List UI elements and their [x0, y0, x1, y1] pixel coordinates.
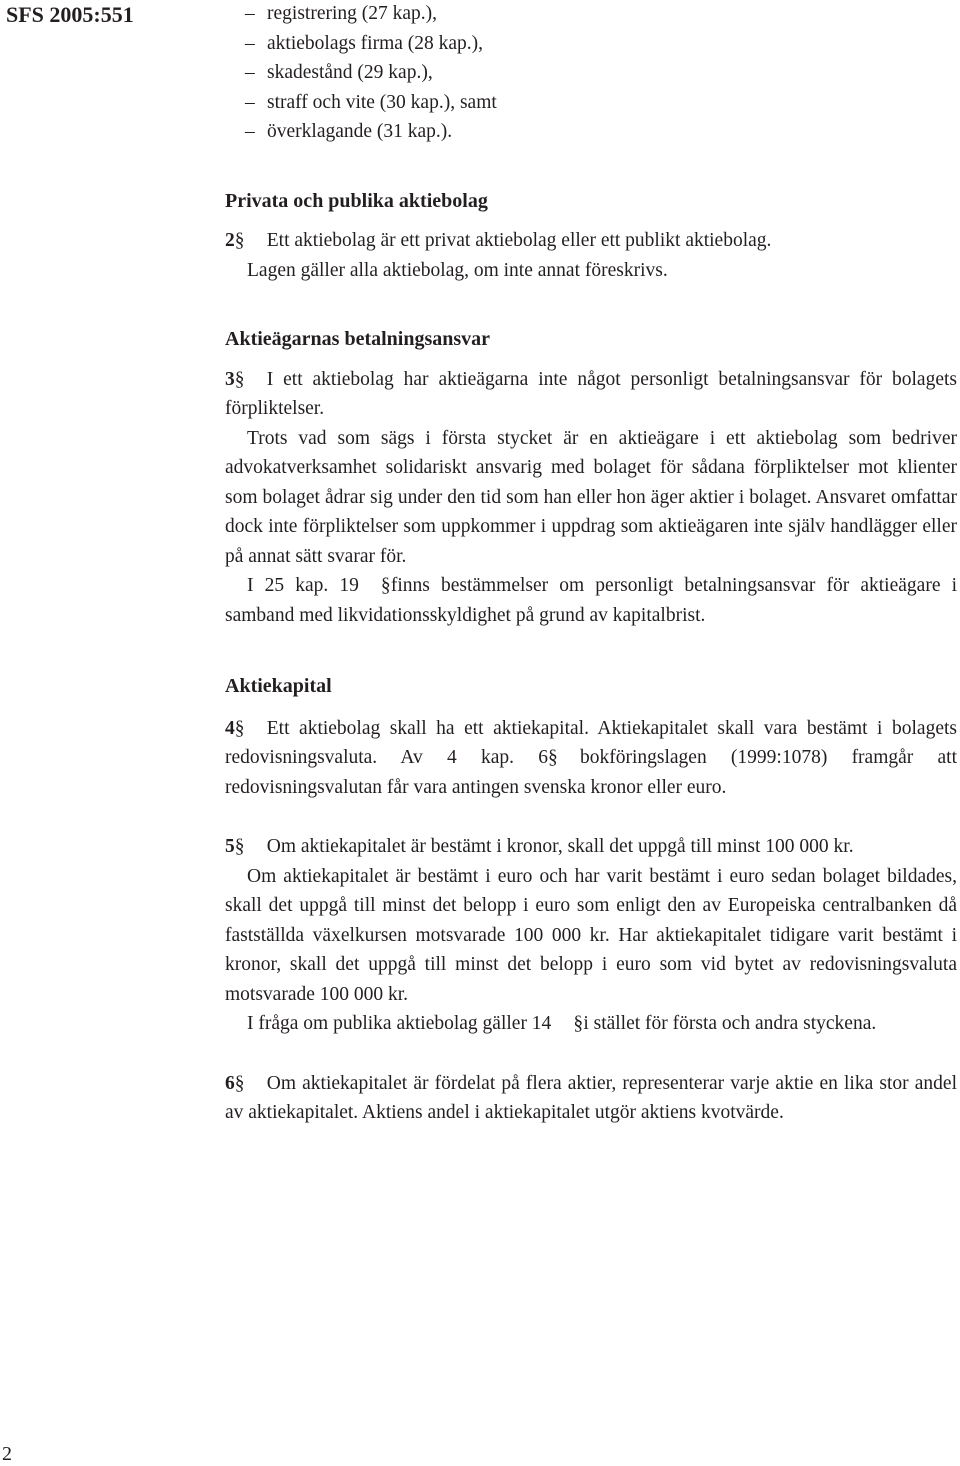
sfs-number: SFS 2005:551: [6, 2, 134, 27]
paragraph-text-part: I 25 kap. 19: [247, 575, 359, 596]
section-5: [225, 832, 957, 862]
paragraph-text-part: Ett aktiebolag skall ha ett aktiekapital. Aktiekapitalet skall vara bestämt i bolagets redovisningsvaluta. Av 4 kap. 6: [225, 717, 957, 768]
paragraph-text: Om aktiekapitalet är bestämt i euro och har varit bestämt i euro sedan bolaget bildades, skall det uppgå till minst det belopp i euro som enligt den av Europeiska centralbanken då fastställda växelkursen motsvarade 100 000 kr. Har aktiekapitalet tidigare varit bestämt i kronor, skall det uppgå till minst det belopp i euro som vid bytet av redovisningsvaluta motsvarade 100 000 kr.: [225, 865, 957, 1005]
section-6: [225, 1069, 957, 1128]
list-item: – överklagande (31 kap.).: [225, 117, 957, 147]
paragraph-text: [225, 571, 957, 630]
section-number: 2: [225, 230, 235, 251]
section-number: 4: [225, 717, 235, 739]
paragraph-sign: §: [234, 836, 245, 857]
paragraph-text: [225, 1009, 957, 1039]
list-item: – aktiebolags firma (28 kap.),: [225, 29, 957, 59]
list-item: – straff och vite (30 kap.), samt: [225, 88, 957, 118]
paragraph-sign: §: [547, 747, 558, 768]
paragraph-sign: §: [234, 1072, 245, 1094]
paragraph-text-part: I fråga om publika aktiebolag gäller 14: [247, 1013, 552, 1034]
paragraph-sign: §: [573, 1013, 584, 1034]
paragraph-text: Lagen gäller alla aktiebolag, om inte annat föreskrivs.: [247, 259, 668, 281]
document-body: [225, 0, 957, 1128]
paragraph-text-part: i stället för första och andra styckena.: [583, 1013, 877, 1034]
section-4: [225, 714, 957, 803]
paragraph-text: Ett aktiebolag är ett privat aktiebolag eller ett publikt aktiebolag.: [266, 230, 772, 251]
paragraph-text: I ett aktiebolag har aktieägarna inte något personligt betalningsansvar för bolagets förpliktelser.: [225, 368, 957, 419]
paragraph-text: Om aktiekapitalet är bestämt i kronor, skall det uppgå till minst 100 000 kr.: [266, 836, 854, 857]
section-heading: Aktieägarnas betalningsansvar: [225, 328, 491, 350]
section-2: [225, 226, 957, 256]
paragraph-text-part: bokföringslagen (1999:1078) framgår att redovisningsvalutan får vara antingen svenska kronor eller euro.: [225, 747, 957, 798]
page-number: 2: [2, 1443, 12, 1465]
section-3: [225, 365, 957, 424]
paragraph-sign: §: [234, 230, 245, 251]
section-heading: Privata och publika aktiebolag: [225, 189, 488, 212]
section-number: 6: [225, 1072, 235, 1094]
list-item: – skadestånd (29 kap.),: [225, 58, 957, 88]
paragraph-sign: §: [380, 575, 391, 596]
section-number: 3: [225, 368, 235, 390]
paragraph-text: Om aktiekapitalet är fördelat på flera aktier, representerar varje aktie en lika stor andel av aktiekapitalet. Aktiens andel i aktiekapitalet utgör aktiens kvotvärde.: [225, 1072, 957, 1123]
paragraph-sign: §: [234, 368, 245, 390]
list-item: – registrering (27 kap.),: [225, 0, 957, 29]
section-number: 5: [225, 836, 235, 857]
paragraph-text: Trots vad som sägs i första stycket är en aktieägare i ett aktiebolag som bedriver advokatverksamhet solidariskt ansvarig med bolaget för sådana förpliktelser mot klienter som bolaget ådrar sig under den tid som han eller hon äger aktier i bolaget. Ansvaret omfattar dock inte förpliktelser som uppkommer i uppdrag som aktieägaren inte själv handlägger eller på annat sätt svarar för.: [225, 427, 957, 567]
chapter-list: [225, 0, 957, 147]
paragraph-sign: §: [234, 717, 245, 739]
paragraph-text-part: finns bestämmelser om personligt betalningsansvar för aktieägare i samband med likvidationsskyldighet på grund av kapitalbrist.: [225, 575, 957, 626]
section-heading: Aktiekapital: [225, 675, 332, 697]
